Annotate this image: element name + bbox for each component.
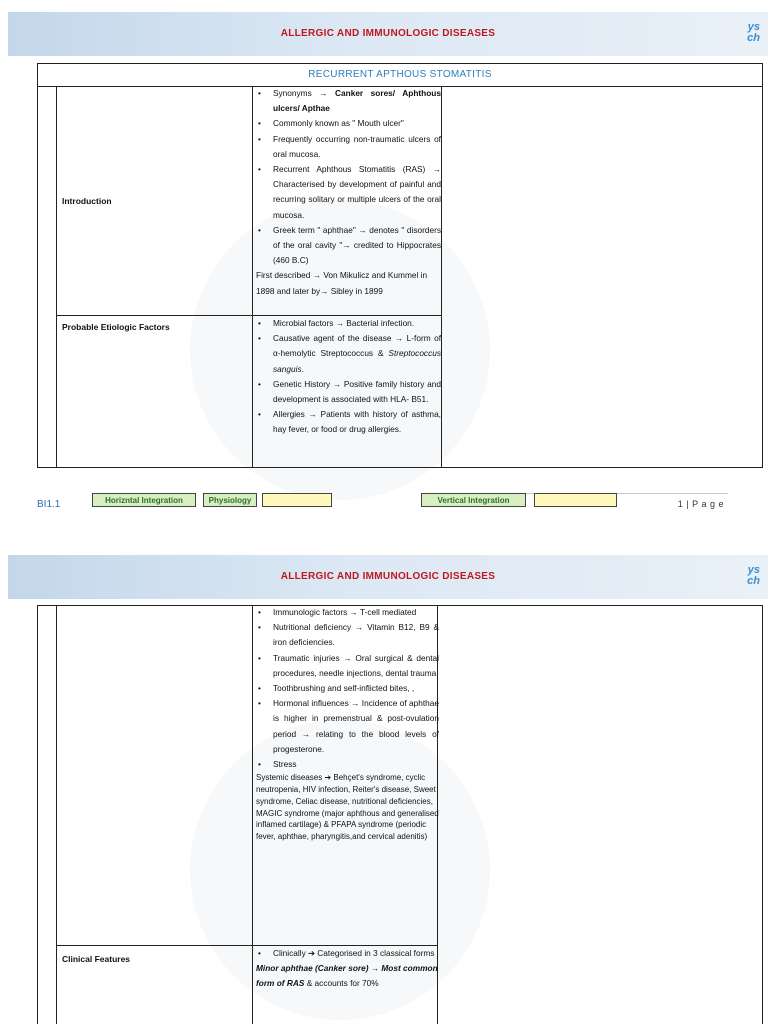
- list-item: • Immunologic factors → T-cell mediated: [256, 605, 439, 620]
- list-item: • Hormonal influences → Incidence of aphthae is higher in premenstrual & post-ovulation period → relating to the blood levels of progesterone.: [256, 696, 439, 757]
- list-item: • Genetic History → Positive family history and development is associated with HLA- B51.: [256, 377, 441, 407]
- page-number: 1 | P a g e: [677, 499, 724, 509]
- physiology-tag: Physiology: [203, 493, 257, 507]
- list-item: • Recurrent Aphthous Stomatitis (RAS) → Characterised by development of painful and recurring solitary or multiple ulcers of the oral mucosa.: [256, 162, 441, 223]
- list-item: • Frequently occurring non-traumatic ulcers of oral mucosa.: [256, 132, 441, 162]
- introduction-cell: [256, 86, 441, 299]
- row-label-etiology: Probable Etiologic Factors: [62, 322, 170, 332]
- column-divider: [441, 86, 442, 468]
- header-title: ALLERGIC AND IMMUNOLOGIC DISEASES: [280, 28, 496, 39]
- row-label-introduction: Introduction: [62, 196, 112, 206]
- list-item: • Traumatic injuries → Oral surgical & dental procedures, needle injections, dental trauma: [256, 651, 439, 681]
- brand-logo: ys ch: [747, 21, 760, 44]
- page-header: [8, 555, 768, 599]
- paragraph: Minor aphthae (Canker sore) → Most common form of RAS & accounts for 70%: [256, 963, 438, 989]
- list-item: • Microbial factors → Bacterial infection.: [256, 316, 441, 331]
- list-item: • Synonyms → Canker sores/ Aphthous ulcers/ Apthae: [256, 86, 441, 116]
- etiology-cell-continued: [256, 605, 439, 943]
- list-item: • Stress: [256, 757, 439, 772]
- paragraph: Systemic diseases ➔ Behçet's syndrome, cyclic neutropenia, HIV infection, Reiter's disease, Sweet syndrome, Celiac disease, nutritional deficiencies, MAGIC syndrome (major aphthous and generalised inflamed cartilage) & PFAPA syndrome (periodic fever, aphthae, pharyngitis,and cervical adenitis): [256, 773, 439, 842]
- empty-tag: [262, 493, 332, 507]
- list-item: • Commonly known as " Mouth ulcer": [256, 116, 441, 131]
- paragraph: First described → Von Mikulicz and Kummel in 1898 and later by→ Sibley in 1899: [256, 270, 428, 296]
- list-item: • Clinically ➔ Categorised in 3 classical forms: [256, 946, 439, 961]
- horizontal-integration-tag: Horizntal Integration: [92, 493, 196, 507]
- page-header: [8, 12, 768, 56]
- vertical-integration-tag: Vertical Integration: [421, 493, 526, 507]
- column-divider: [252, 605, 253, 1024]
- row-label-clinical: Clinical Features: [62, 954, 131, 964]
- page-2: [0, 520, 768, 1024]
- list-item: • Allergies → Patients with history of asthma, hay fever, or food or drug allergies.: [256, 407, 441, 437]
- empty-tag: [534, 493, 617, 507]
- table-title: RECURRENT APTHOUS STOMATITIS: [38, 64, 762, 87]
- list-item: • Greek term " aphthae" → denotes " disorders of the oral cavity "→ credited to Hippocrates (460 B.C): [256, 223, 441, 269]
- list-item: • Nutritional deficiency → Vitamin B12, B9 & iron deficiencies.: [256, 620, 439, 650]
- column-divider: [56, 86, 57, 468]
- list-item: • Causative agent of the disease → L-form of α-hemolytic Streptococcus & Streptococcus sanguis.: [256, 331, 441, 377]
- header-title: ALLERGIC AND IMMUNOLOGIC DISEASES: [280, 571, 496, 582]
- etiology-cell: [256, 316, 441, 468]
- column-divider: [56, 605, 57, 1024]
- clinical-cell: [256, 946, 439, 1024]
- footer-code: BI1.1: [37, 499, 61, 510]
- brand-logo: ys ch: [747, 564, 760, 587]
- page-footer: [0, 493, 768, 523]
- column-divider: [252, 86, 253, 468]
- list-item: • Toothbrushing and self-inflicted bites, ,: [256, 681, 439, 696]
